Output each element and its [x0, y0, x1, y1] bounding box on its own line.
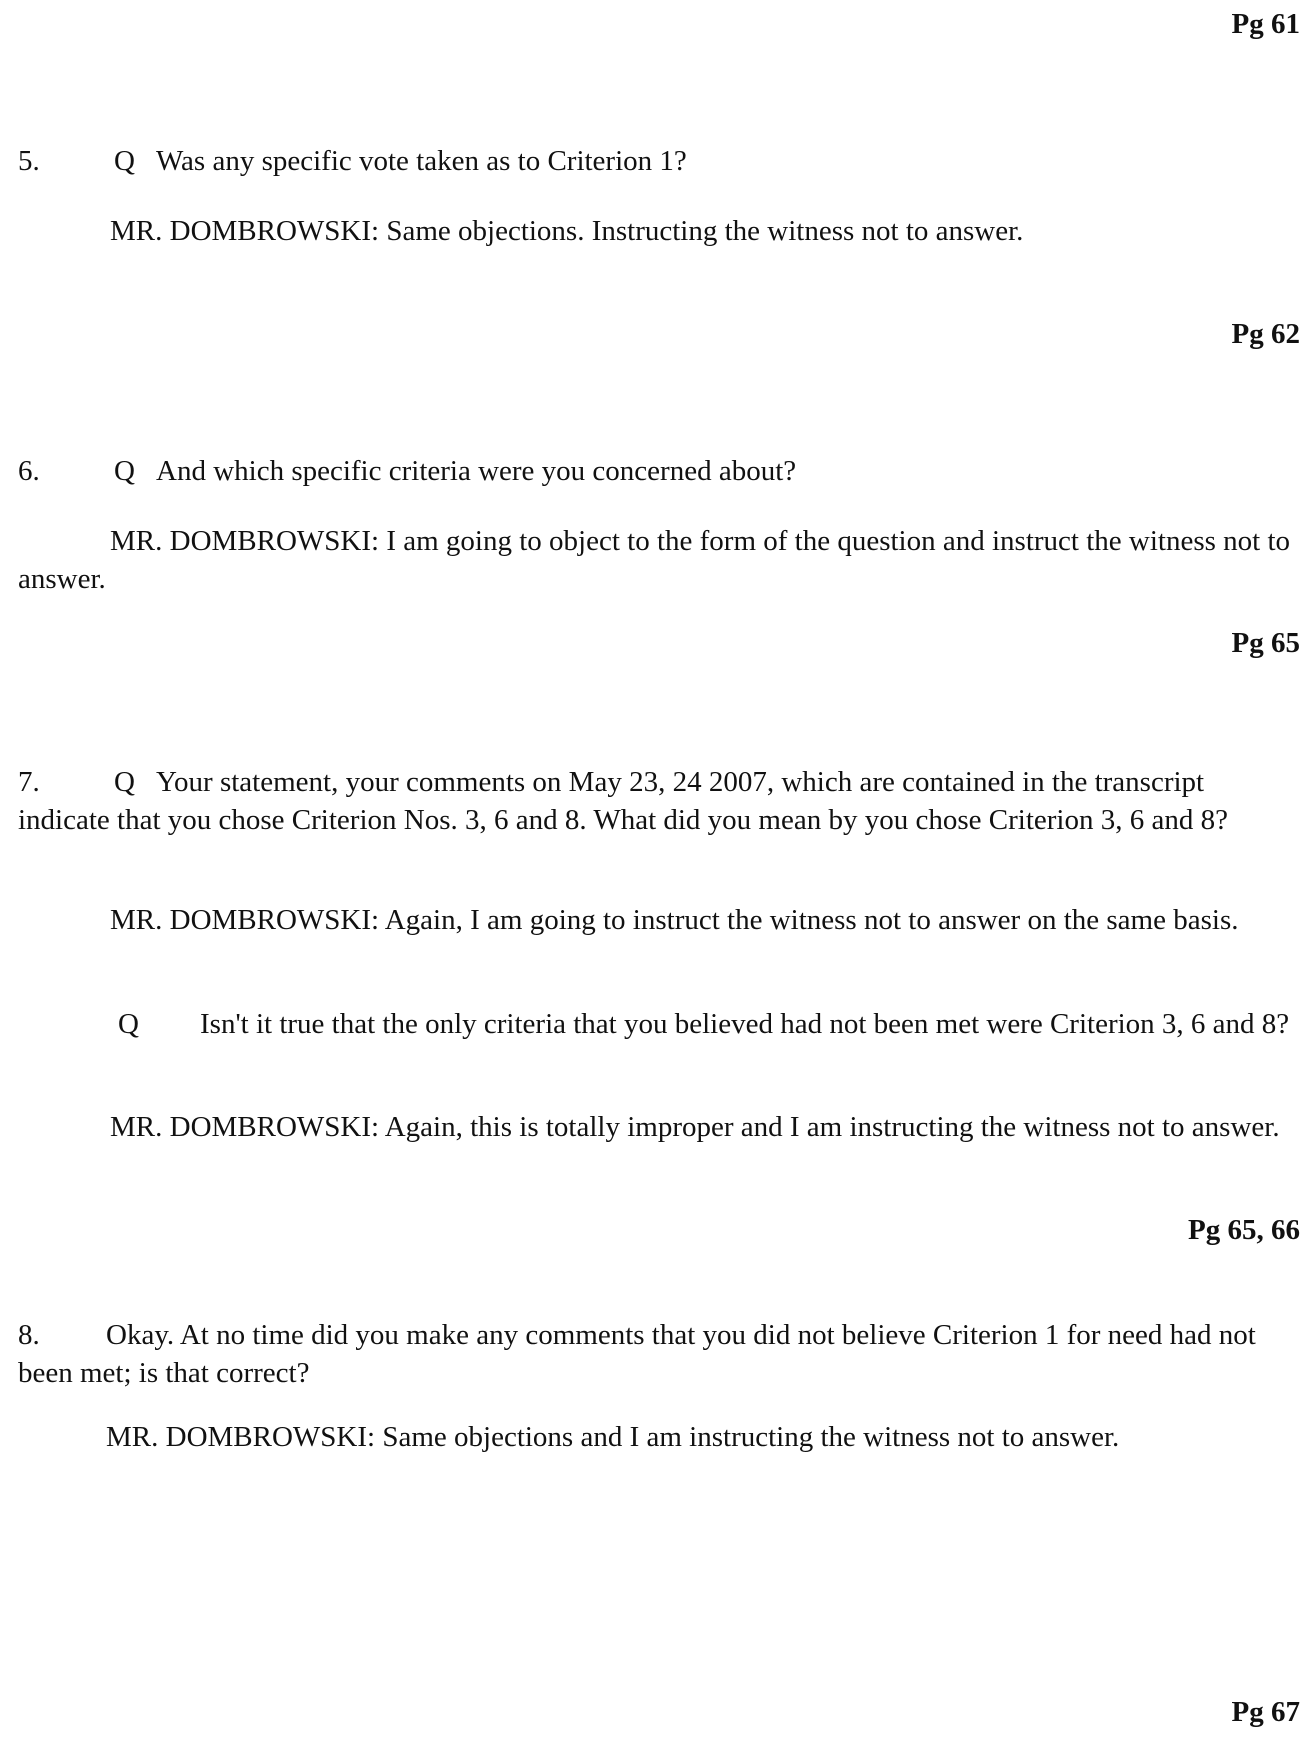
item-number: 7.: [18, 766, 40, 798]
page-reference: Pg 65, 66: [1188, 1214, 1300, 1246]
question-text: Isn't it true that the only criteria that you believed had not been met were Criterion 3, 6 and 8?: [200, 1008, 1290, 1040]
objection-5: MR. DOMBROWSKI: Same objections. Instructing the witness not to answer.: [110, 215, 1024, 247]
question-text: Your statement, your comments on May 23, 24 2007, which are contained in the transcript indicate that you chose Criterion Nos. 3, 6 and 8. What did you mean by you chose Criterion 3, 6 and 8?: [18, 766, 1228, 836]
question-6: [18, 452, 1298, 490]
page-reference: Pg 67: [1231, 1696, 1300, 1728]
objection-7-followup: MR. DOMBROWSKI: Again, this is totally improper and I am instructing the witness not to answer.: [110, 1111, 1280, 1143]
page-reference: Pg 65: [1231, 627, 1300, 659]
question-text: Okay. At no time did you make any comments that you did not believe Criterion 1 for need had not been met; is that correct?: [18, 1319, 1256, 1389]
page-reference: Pg 61: [1231, 8, 1300, 40]
question-text: Was any specific vote taken as to Criterion 1?: [156, 145, 687, 177]
question-5: [18, 142, 1298, 180]
q-marker: Q: [118, 1008, 139, 1040]
item-number: 6.: [18, 455, 40, 487]
page-reference: Pg 62: [1231, 318, 1300, 350]
question-7: [18, 763, 1298, 839]
objection-7: MR. DOMBROWSKI: Again, I am going to instruct the witness not to answer on the same basis.: [110, 904, 1239, 936]
q-marker: Q: [114, 455, 135, 487]
objection-8: MR. DOMBROWSKI: Same objections and I am instructing the witness not to answer.: [106, 1421, 1120, 1453]
question-text: And which specific criteria were you concerned about?: [156, 455, 797, 487]
objection-6: MR. DOMBROWSKI: I am going to object to the form of the question and instruct the witness not to answer.: [18, 525, 1291, 595]
question-8: [18, 1316, 1298, 1392]
question-7-followup: [18, 1005, 1298, 1043]
q-marker: Q: [114, 766, 135, 798]
item-number: 5.: [18, 145, 40, 177]
q-marker: Q: [114, 145, 135, 177]
item-number: 8.: [18, 1319, 40, 1351]
